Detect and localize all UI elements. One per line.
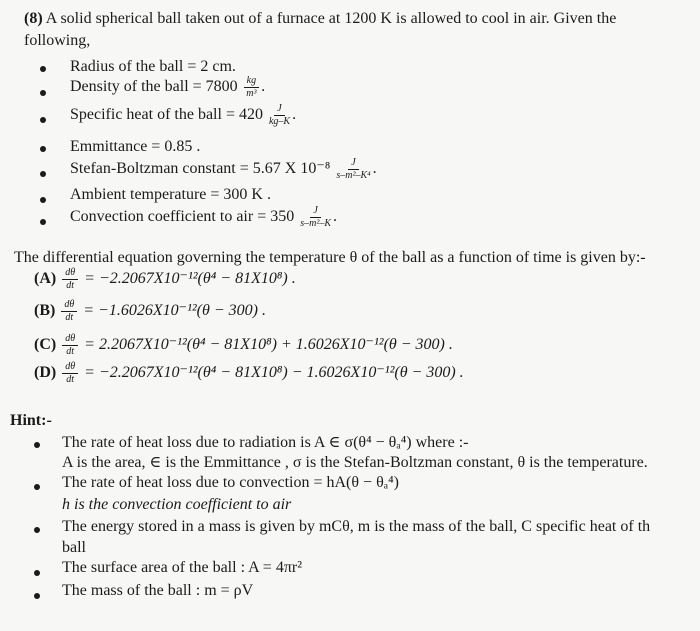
- given-density-text: Density of the ball = 7800: [70, 78, 238, 96]
- fraction-numerator: J: [348, 158, 358, 170]
- fraction-denominator: s–m²–K⁴: [336, 170, 371, 181]
- fraction-numerator: J: [310, 206, 320, 218]
- given-ambient: Ambient temperature = 300 K .: [70, 186, 271, 203]
- bullet-icon: [34, 484, 40, 490]
- fraction-denominator: dt: [66, 280, 75, 291]
- hint-radiation: The rate of heat loss due to radiation is A ∈ σ(θ⁴ − θₐ⁴) where :-: [62, 434, 469, 451]
- fraction-denominator: dt: [66, 346, 75, 357]
- hint-surface-area: The surface area of the ball : A = 4πr²: [62, 559, 303, 576]
- option-b: [34, 300, 266, 323]
- given-specific-heat-text: Specific heat of the ball = 420: [70, 106, 263, 124]
- stefan-unit-fraction: [336, 158, 370, 181]
- bullet-icon: [40, 197, 46, 203]
- density-unit-fraction: [244, 76, 259, 99]
- equation-intro: The differential equation governing the temperature θ of the ball as a function of time is given by:-: [14, 249, 646, 266]
- fraction-numerator: dθ: [62, 334, 78, 346]
- specific-heat-unit-fraction: [269, 104, 290, 127]
- option-label: (C): [34, 336, 57, 354]
- fraction-denominator: dt: [66, 374, 75, 385]
- bullet-icon: [34, 593, 40, 599]
- given-stefan-boltzman: Stefan-Boltzman constant = 5.67 X 10⁻⁸ $\frac{J}{\text{s–m²–K⁴}}$ .: [70, 157, 377, 181]
- derivative-fraction: [61, 300, 77, 323]
- bullet-icon: [40, 146, 46, 152]
- hint-convection: The rate of heat loss due to convection = hA(θ − θₐ⁴): [62, 474, 400, 491]
- option-equation: = −2.2067X10⁻¹²(θ⁴ − 81X10⁸) .: [84, 270, 296, 288]
- derivative-fraction: [62, 362, 78, 385]
- derivative-fraction: [62, 268, 78, 291]
- hint-energy-continued: ball: [62, 539, 86, 556]
- given-radius: Radius of the ball = 2 cm.: [70, 58, 236, 75]
- fraction-numerator: dθ: [62, 362, 78, 374]
- fraction-numerator: kg: [244, 76, 259, 88]
- hint-convection-description: h is the convection coefficient to air: [62, 496, 292, 513]
- bullet-icon: [34, 442, 40, 448]
- bullet-icon: [34, 527, 40, 533]
- option-c: [34, 334, 453, 357]
- derivative-fraction: [62, 334, 78, 357]
- option-equation: = −1.6026X10⁻¹²(θ − 300) .: [83, 302, 266, 320]
- fraction-denominator: kg–K: [268, 116, 291, 127]
- bullet-icon: [34, 570, 40, 576]
- given-emittance: Emmittance = 0.85 .: [70, 138, 201, 155]
- option-equation: = −2.2067X10⁻¹²(θ⁴ − 81X10⁸) − 1.6026X10⁻¹²(θ − 300) .: [84, 364, 464, 382]
- option-label: (A): [34, 270, 57, 288]
- given-specific-heat: Specific heat of the ball = 420 $\frac{J}{kg-K}$ .: [70, 103, 297, 127]
- given-density: Density of the ball = 7800 $\frac{kg}{\text{m³}}$ .: [70, 75, 266, 99]
- question-line-1: [24, 10, 616, 28]
- option-label: (B): [34, 302, 56, 320]
- option-d: [34, 362, 464, 385]
- given-convection: Convection coefficient to air = 350 $\frac{J}{\text{s–m²–K}}$ .: [70, 205, 337, 229]
- hint-energy: The energy stored in a mass is given by mCθ, m is the mass of the ball, C specific heat of th: [62, 518, 651, 535]
- fraction-numerator: J: [274, 104, 284, 116]
- bullet-icon: [40, 117, 46, 123]
- option-equation: = 2.2067X10⁻¹²(θ⁴ − 81X10⁸) + 1.6026X10⁻¹²(θ − 300) .: [84, 336, 453, 354]
- fraction-denominator: s–m²–K: [300, 218, 331, 229]
- option-a: [34, 268, 296, 291]
- fraction-numerator: dθ: [62, 268, 78, 280]
- question-line-2: following,: [24, 32, 91, 49]
- fraction-numerator: dθ: [61, 300, 77, 312]
- question-text: A solid spherical ball taken out of a furnace at 1200 K is allowed to cool in air. Given the: [45, 10, 617, 27]
- bullet-icon: [40, 171, 46, 177]
- hint-radiation-description: A is the area, ∈ is the Emmittance , σ is the Stefan-Boltzman constant, θ is the temperature.: [62, 454, 648, 471]
- bullet-icon: [40, 90, 46, 96]
- hint-title: Hint:-: [10, 412, 52, 429]
- bullet-icon: [40, 219, 46, 225]
- given-convection-text: Convection coefficient to air = 350: [70, 208, 295, 226]
- fraction-denominator: dt: [65, 312, 74, 323]
- option-label: (D): [34, 364, 57, 382]
- hint-mass: The mass of the ball : m = ρV: [62, 582, 254, 599]
- fraction-denominator: m³: [246, 88, 257, 99]
- convection-unit-fraction: [300, 206, 331, 229]
- bullet-icon: [40, 66, 46, 72]
- question-number: (8): [24, 10, 43, 27]
- given-stefan-text: Stefan-Boltzman constant = 5.67 X 10⁻⁸: [70, 160, 331, 178]
